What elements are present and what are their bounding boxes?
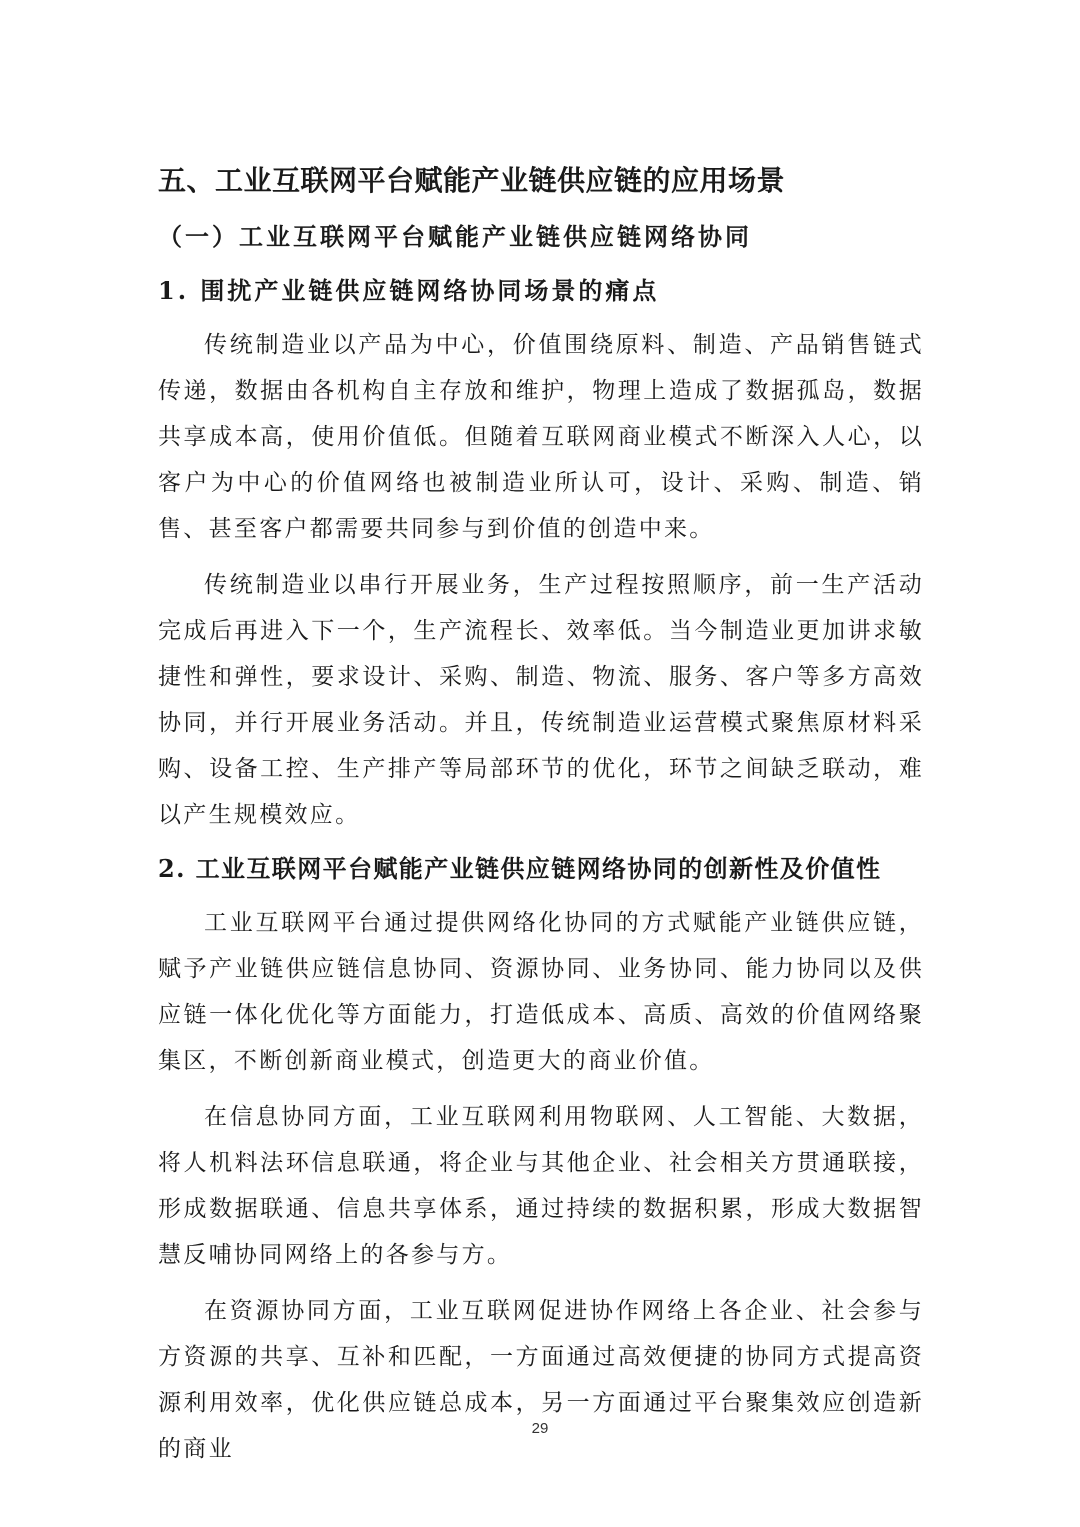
item2-heading: 2. 工业互联网平台赋能产业链供应链网络协同的创新性及价值性: [158, 854, 882, 883]
paragraph: 在信息协同方面，工业互联网利用物联网、人工智能、大数据，将人机料法环信息联通，将企业与其他企业、社会相关方贯通联接，形成数据联通、信息共享体系，通过持续的数据积累，形成大数据智慧反哺协同网络上的各参与方。: [158, 1104, 924, 1268]
paragraph: 在资源协同方面，工业互联网促进协作网络上各企业、社会参与方资源的共享、互补和匹配，一方面通过高效便捷的协同方式提高资源利用效率，优化供应链总成本，另一方面通过平台聚集效应创造新的商业: [158, 1298, 924, 1462]
subsection-heading: （一）工业互联网平台赋能产业链供应链网络协同: [158, 222, 752, 251]
paragraph: 工业互联网平台通过提供网络化协同的方式赋能产业链供应链，赋予产业链供应链信息协同、资源协同、业务协同、能力协同以及供应链一体化优化等方面能力，打造低成本、高质、高效的价值网络聚集区，不断创新商业模式，创造更大的商业价值。: [158, 910, 924, 1074]
page-number: 29: [531, 1420, 549, 1437]
page-content: [158, 158, 924, 1482]
item1-heading: 1. 围扰产业链供应链网络协同场景的痛点: [158, 276, 660, 305]
paragraph: 传统制造业以产品为中心，价值围绕原料、制造、产品销售链式传递，数据由各机构自主存放和维护，物理上造成了数据孤岛，数据共享成本高，使用价值低。但随着互联网商业模式不断深入人心，以客户为中心的价值网络也被制造业所认可，设计、采购、制造、销售、甚至客户都需要共同参与到价值的创造中来。: [158, 332, 924, 542]
paragraph: 传统制造业以串行开展业务，生产过程按照顺序，前一生产活动完成后再进入下一个，生产流程长、效率低。当今制造业更加讲求敏捷性和弹性，要求设计、采购、制造、物流、服务、客户等多方高效协同，并行开展业务活动。并且，传统制造业运营模式聚焦原材料采购、设备工控、生产排产等局部环节的优化，环节之间缺乏联动，难以产生规模效应。: [158, 572, 924, 828]
section-heading: 五、工业互联网平台赋能产业链供应链的应用场景: [158, 164, 786, 197]
